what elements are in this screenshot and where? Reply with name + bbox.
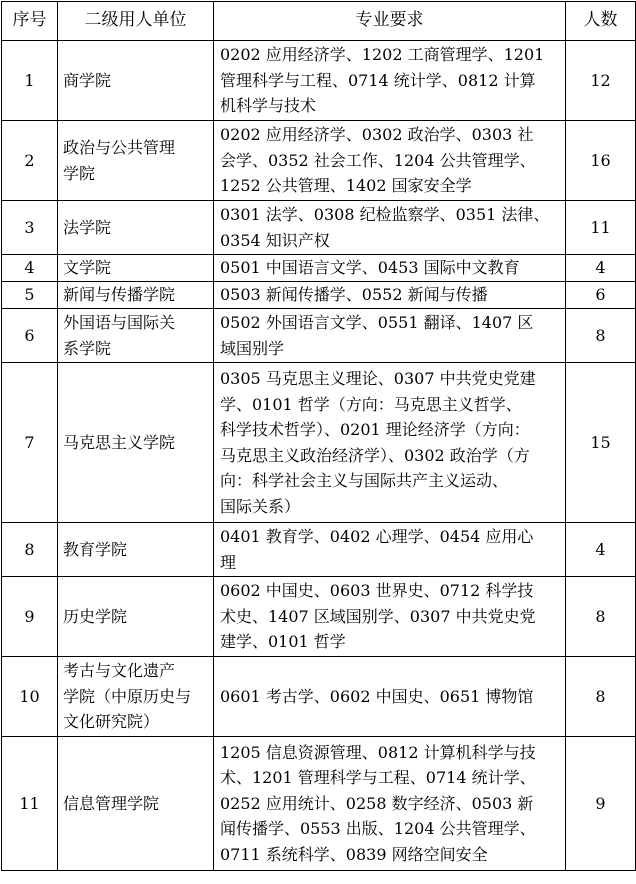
unit-line: 马克思主义学院: [63, 432, 176, 452]
cell-no: 10: [2, 657, 58, 737]
cell-unit: [58, 523, 214, 577]
cell-no: 6: [2, 309, 58, 363]
major-line: 0202 应用经济学、1202 工商管理学、1201: [220, 45, 545, 65]
cell-major: [214, 523, 566, 577]
unit-line: 考古与文化遗产: [63, 661, 176, 681]
major-line: 0601 考古学、0602 中国史、0651 博物馆: [220, 686, 534, 706]
unit-line: 学院（中原历史与: [63, 686, 192, 706]
table-row: [2, 577, 636, 657]
major-line: 0502 外国语言文学、0551 翻译、1407 区: [220, 313, 534, 332]
cell-major: [214, 657, 566, 737]
major-line: 域国别学: [220, 338, 285, 358]
major-line: 向：科学社会主义与国际共产主义运动、: [220, 471, 509, 490]
major-line: 术史、1407 区域国别学、0307 中共党史党: [220, 606, 536, 626]
major-line: 闻传播学、0553 出版、1204 公共管理学、: [220, 819, 536, 839]
unit-line: 文化研究院）: [63, 712, 160, 732]
cell-major: [214, 577, 566, 657]
cell-major: [214, 255, 566, 282]
major-line: 1252 公共管理、1402 国家安全学: [220, 176, 472, 196]
cell-count: 12: [566, 41, 636, 121]
cell-count: 6: [566, 282, 636, 309]
cell-unit: [58, 309, 214, 363]
unit-line: 教育学院: [63, 539, 128, 559]
unit-line: 新闻与传播学院: [63, 285, 176, 305]
unit-line: 法学院: [63, 217, 112, 237]
table-row: [2, 737, 636, 871]
table-row: [2, 309, 636, 363]
cell-major: [214, 737, 566, 871]
header-row: [2, 2, 636, 41]
cell-no: 1: [2, 41, 58, 121]
cell-no: 7: [2, 363, 58, 523]
cell-count: 4: [566, 523, 636, 577]
major-line: 马克思主义政治经济学）、0302 政治学（方: [220, 445, 530, 465]
major-line: 术、1201 管理科学与工程、0714 统计学、: [220, 768, 536, 788]
cell-count: 8: [566, 577, 636, 657]
cell-major: [214, 121, 566, 201]
unit-line: 信息管理学院: [63, 793, 160, 813]
major-line: 科学技术哲学）、0201 理论经济学（方向：: [220, 420, 530, 439]
cell-major: [214, 363, 566, 523]
cell-unit: [58, 363, 214, 523]
major-line: 0354 知识产权: [220, 230, 330, 250]
major-line: 0503 新闻传播学、0552 新闻与传播: [220, 285, 488, 305]
major-line: 建学、0101 哲学: [220, 632, 346, 652]
header-unit: 二级用人单位: [58, 2, 214, 41]
table-row: [2, 255, 636, 282]
major-line: 理: [220, 552, 237, 572]
major-line: 0301 法学、0308 纪检监察学、0351 法律、: [220, 205, 550, 224]
unit-line: 政治与公共管理: [63, 138, 176, 157]
cell-unit: [58, 282, 214, 309]
cell-no: 2: [2, 121, 58, 201]
cell-count: 15: [566, 363, 636, 523]
major-line: 0202 应用经济学、0302 政治学、0303 社: [220, 125, 534, 145]
cell-count: 8: [566, 309, 636, 363]
cell-count: 11: [566, 201, 636, 255]
table-row: [2, 121, 636, 201]
table-row: [2, 657, 636, 737]
unit-line: 系学院: [63, 338, 112, 358]
table-row: [2, 41, 636, 121]
major-line: 0252 应用统计、0258 数字经济、0503 新: [220, 793, 534, 813]
major-line: 会学、0352 社会工作、1204 公共管理学、: [220, 150, 536, 170]
table-row: [2, 282, 636, 309]
cell-no: 9: [2, 577, 58, 657]
cell-no: 8: [2, 523, 58, 577]
major-line: 管理科学与工程、0714 统计学、0812 计算: [220, 70, 536, 90]
major-line: 0305 马克思主义理论、0307 中共党史党建: [220, 369, 536, 388]
cell-count: 16: [566, 121, 636, 201]
unit-line: 商学院: [63, 70, 112, 90]
header-no: 序号: [2, 2, 58, 41]
cell-unit: [58, 657, 214, 737]
major-line: 1205 信息资源管理、0812 计算机科学与技: [220, 742, 536, 762]
header-major: 专业要求: [214, 2, 566, 41]
cell-unit: [58, 41, 214, 121]
cell-unit: [58, 255, 214, 282]
cell-unit: [58, 577, 214, 657]
major-line: 国际关系）: [220, 496, 301, 516]
cell-major: [214, 309, 566, 363]
major-line: 0501 中国语言文学、0453 国际中文教育: [220, 258, 520, 278]
cell-count: 4: [566, 255, 636, 282]
cell-major: [214, 201, 566, 255]
cell-count: 9: [566, 737, 636, 871]
cell-no: 4: [2, 255, 58, 282]
header-count: 人数: [566, 2, 636, 41]
cell-major: [214, 282, 566, 309]
recruitment-table: [1, 1, 636, 871]
major-line: 学、0101 哲学（方向：马克思主义哲学、: [220, 394, 522, 414]
unit-line: 外国语与国际关: [63, 313, 176, 332]
major-line: 0711 系统科学、0839 网络空间安全: [220, 844, 488, 864]
table-row: [2, 363, 636, 523]
cell-count: 8: [566, 657, 636, 737]
cell-unit: [58, 737, 214, 871]
unit-line: 学院: [63, 163, 96, 183]
cell-unit: [58, 121, 214, 201]
major-line: 0401 教育学、0402 心理学、0454 应用心: [220, 527, 534, 546]
table-row: [2, 523, 636, 577]
major-line: 0602 中国史、0603 世界史、0712 科学技: [220, 581, 534, 601]
unit-line: 文学院: [63, 258, 112, 278]
cell-major: [214, 41, 566, 121]
table-row: [2, 201, 636, 255]
cell-no: 3: [2, 201, 58, 255]
unit-line: 历史学院: [63, 606, 128, 626]
cell-unit: [58, 201, 214, 255]
cell-no: 5: [2, 282, 58, 309]
cell-no: 11: [2, 737, 58, 871]
major-line: 机科学与技术: [220, 96, 317, 116]
